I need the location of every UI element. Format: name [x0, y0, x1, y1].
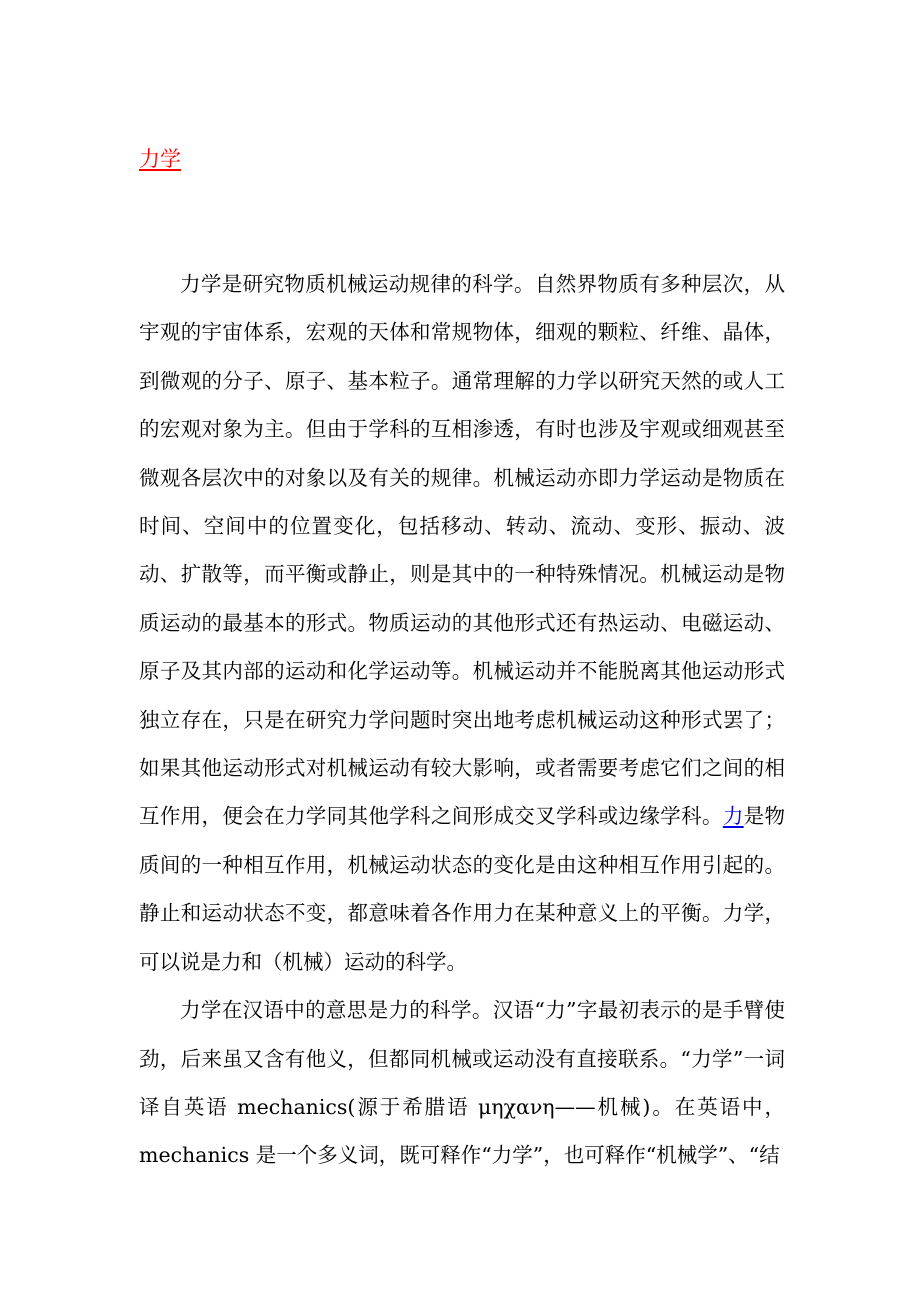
body-text [139, 260, 785, 1180]
force-link[interactable]: 力 [722, 804, 744, 829]
paragraph-1-text-after-link: 是物质间的一种相互作用，机械运动状态的变化是由这种相互作用引起的。静止和运动状态不变，都意味着各作用力在某种意义上的平衡。力学，可以说是力和（机械）运动的科学。 [139, 804, 786, 974]
paragraph-mechanics-definition [139, 260, 785, 986]
paragraph-1-text-before-link: 力学是研究物质机械运动规律的科学。自然界物质有多种层次，从宇观的宇宙体系，宏观的天体和常规物体，细观的颗粒、纤维、晶体，到微观的分子、原子、基本粒子。通常理解的力学以研究天然的或人工的宏观对象为主。但由于学科的互相渗透，有时也涉及宇观或细观甚至微观各层次中的对象以及有关的规律。机械运动亦即力学运动是物质在时间、空间中的位置变化，包括移动、转动、流动、变形、振动、波动、扩散等，而平衡或静止，则是其中的一种特殊情况。机械运动是物质运动的最基本的形式。物质运动的其他形式还有热运动、电磁运动、原子及其内部的运动和化学运动等。机械运动并不能脱离其他运动形式独立存在，只是在研究力学问题时突出地考虑机械运动这种形式罢了；如果其他运动形式对机械运动有较大影响，或者需要考虑它们之间的相互作用，便会在力学同其他学科之间形成交叉学科或边缘学科。 [139, 272, 785, 829]
title-link[interactable]: 力学 [139, 147, 181, 171]
paragraph-etymology: 力学在汉语中的意思是力的科学。汉语“力”字最初表示的是手臂使劲，后来虽又含有他义，但都同机械或运动没有直接联系。“力学”一词译自英语 mechanics(源于希腊语 μηχανη——机械)。在英语中，mechanics 是一个多义词，既可释作“力学”，也可释作“机械学”、“结 [139, 998, 785, 1168]
